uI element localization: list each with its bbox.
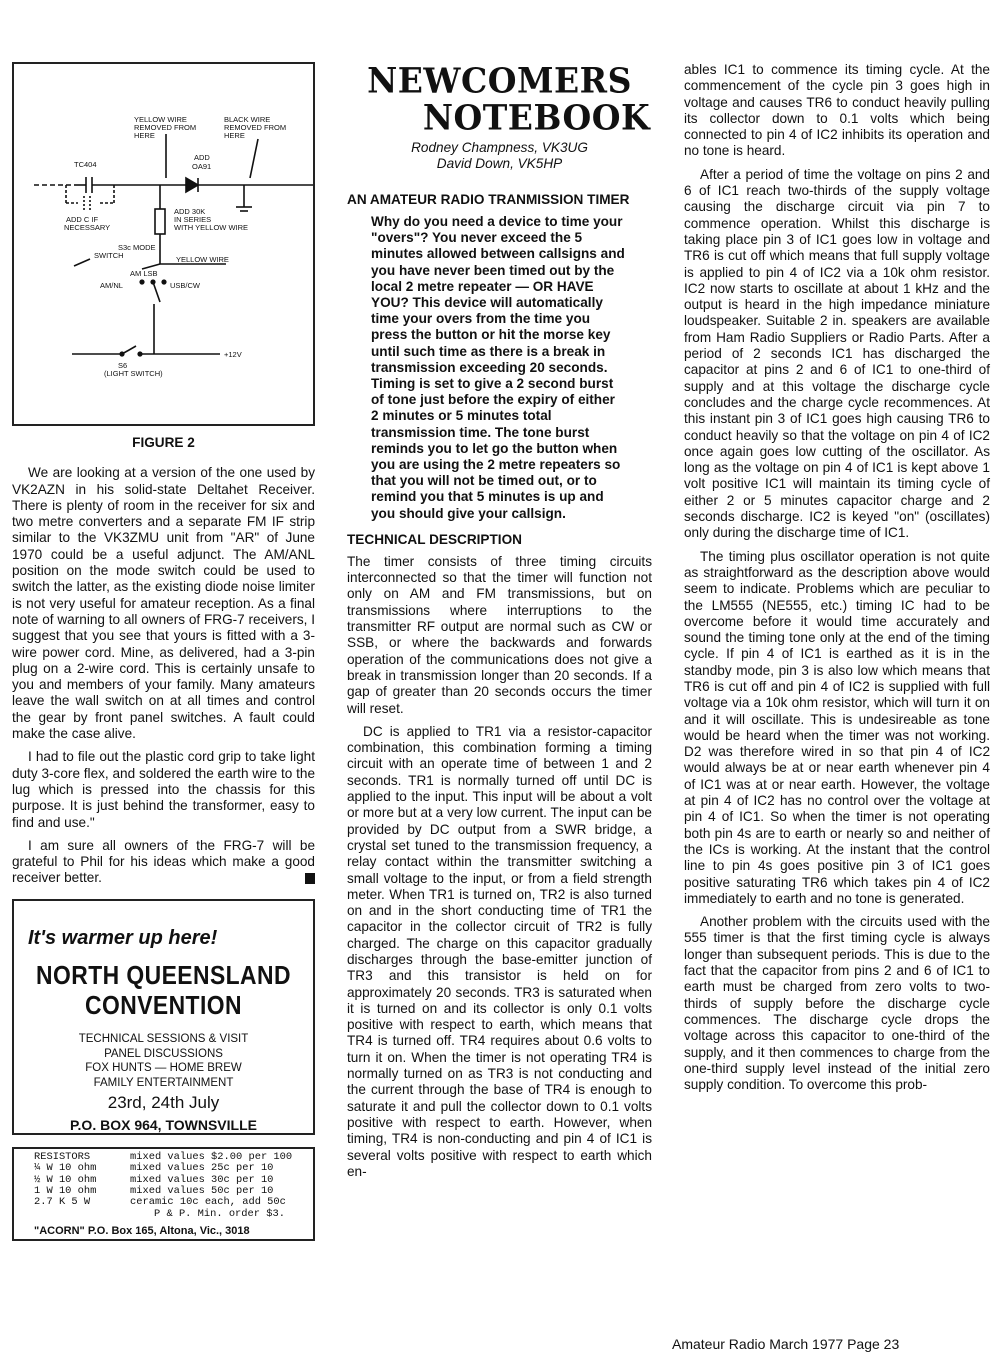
paragraph: The timing plus oscillator operation is not quite as straightforward as the description above would seem to indicate. Problems which are peculiar to the LM555 (NE555, etc.) timing IC had to be overcome before it would time accurately and sound the timing tone only at the end of the timing cycle. If pin 4 of IC1 is earthed as it is in the standby mode, pin 3 is also low which means that TR6 is cut off and pin 4 of IC2 is supplied with full voltage via a 10k ohm resistor, which will turn it on and it will oscillate. This is undesireable as tone would be heard when the timer was not working. D2 was therefore wired in so that pin 4 of IC2 would always be at or near earth whenever pin 4 of IC1 was at or near earth. However, the voltage at pin 4 of IC2 has no control over the voltage at pin 4 of IC1. So when the timer is not operating both pin 4s are to earth or nearly so and neither of the ICs is working. At the instant that the control line to pin 4s goes positive pin 3 of IC1 goes positive saturating TR6 which takes pin 4 of IC2 immediately to earth and no tone is generated. (684, 548, 990, 906)
label-yellow-wire: YELLOW WIRE (176, 255, 229, 264)
ad-line: FAMILY ENTERTAINMENT (93, 1076, 234, 1089)
article-abstract: Why do you need a device to time your "overs"? You never exceed the 5 minutes allowed between callsigns and you have never been timed out by the local 2 metre repeater — OR HAVE YOU? This device will automatically time your overs from the time you press the button or hit the morse key until such time as there is a break in transmission exceeding 20 seconds. Timing is set to give a 2 second burst of tone just before the expiry of either 2 minutes or 5 minutes total transmission time. The tone burst reminds you to let go the button when you are using the 2 metre repeaters so that you will not be timed out, or to remind you that 5 minutes is up and you should give your callsign. (371, 214, 625, 521)
paragraph-text: I am sure all owners of the FRG-7 will be grateful to Phil for his ideas which make a good receiver better. (12, 837, 315, 886)
ad-cell (34, 1209, 154, 1220)
label-s6: S6 (LIGHT SWITCH) (104, 361, 163, 378)
ad-cell: ½ W 10 ohm (34, 1173, 97, 1186)
masthead (347, 62, 652, 136)
article-heading: AN AMATEUR RADIO TRANMISSION TIMER (347, 192, 630, 207)
ad-cell: ¼ W 10 ohm (34, 1162, 97, 1175)
label-12v: +12V (224, 350, 242, 359)
left-column (12, 60, 315, 1241)
ad-line: PANEL DISCUSSIONS (104, 1047, 223, 1060)
ad-cell: P & P. Min. order $3. (154, 1207, 285, 1220)
label-am-nl: AM/NL (100, 281, 123, 290)
authors (347, 140, 652, 172)
ad-title-line-2: CONVENTION (85, 990, 242, 1021)
acorn-ad (12, 1147, 315, 1241)
ad-cell: 2.7 K 5 W (34, 1196, 91, 1209)
figure-2-schematic (12, 62, 315, 426)
ad-line: TECHNICAL SESSIONS & VISIT (78, 1033, 249, 1046)
ad-cell: ceramic 10c each, add 50c (130, 1196, 286, 1209)
label-yellow-wire-removed: YELLOW WIRE REMOVED FROM HERE (134, 115, 197, 140)
figure-caption: FIGURE 2 (132, 435, 195, 450)
ad-cell: 1 W 10 ohm (34, 1184, 97, 1197)
ad-cell: mixed values 25c per 10 (130, 1162, 274, 1175)
label-add-c-if: ADD C IF NECESSARY (64, 215, 111, 232)
masthead-line-1: NEWCOMERS (367, 60, 632, 102)
label-usb-cw: USB/CW (170, 281, 200, 290)
ad-title (32, 960, 295, 1020)
paragraph: ables IC1 to commence its timing cycle. At the commencement of the cycle pin 3 goes high in voltage and causes TR6 to conduct heavily pulling its collector down to 0.1 volts which being connected to pin 4 of IC2 inhibits its operation and no tone is heard. (684, 62, 990, 159)
paragraph: After a period of time the voltage on pins 2 and 6 of IC1 reach two-thirds of the supply voltage causing the discharge circuit via pin 7 to commence operation. Whilst this discharge is taking place pin 3 of IC1 goes low in voltage and TR6 is cut off which means that full supply voltage is applied to pin 4 of IC2 via a 10k ohm resistor. IC2 now starts to oscillate at about 1 kHz and the output is heard in the high impedance miniature loudspeaker. Suitable 2 in. speakers are available from Ham Radio Suppliers or Radio Parts. After a period of 2 seconds IC1 has discharged the capacitor at pins 2 and 6 of IC1 to one-third of supply and at this voltage the discharge cycle concludes and the charge cycle recommences. At this instant pin 3 of IC1 goes high causing TR6 to conduct heavily so that the voltage on pin 4 of IC2 once again goes low cutting of the oscillator. As long as the voltage on pin 4 of IC1 is kept above 1 volt positive IC1 will maintain its timing cycle of either 2 or 5 minutes capacitor charge and 2 seconds discharge. IC2 is keyed "on" (oscillates) only during the discharge time of IC1. (684, 166, 990, 541)
ad-line: FOX HUNTS — HOME BREW (85, 1062, 242, 1075)
section-heading: TECHNICAL DESCRIPTION (347, 531, 522, 547)
ad-title-line-1: NORTH QUEENSLAND (36, 960, 291, 991)
ad-cell: mixed values $2.00 per 100 (130, 1150, 293, 1163)
author: David Down, VK5HP (436, 156, 563, 171)
end-mark (305, 873, 315, 884)
ad-acorn-address: "ACORN" P.O. Box 165, Altona, Vic., 3018 (34, 1225, 250, 1238)
masthead-line-2: NOTEBOOK (422, 96, 651, 138)
circuit-diagram (14, 64, 313, 420)
ad-cell: mixed values 30c per 10 (130, 1173, 274, 1186)
paragraph: DC is applied to TR1 via a resistor-capacitor combination, this combination forming a timing circuit with an operate time of between 1 and 2 seconds. TR1 is normally turned off until DC is applied to the input. This input will be about a volt or more but at a very low current. The input can be provided by DC output from a SWR bridge, a crystal set tuned to the transmission frequency, a relay contact within the transmitter switching a small voltage to the input, or from a field strength meter. When TR1 is turned on, TR2 is also turned on and in the short conducting time of TR1 the capacitor in the collector circuit of TR2 is fully charged. The charge on this capacitor gradually discharges through the base-emitter junction of TR3 and this transistor is held on for approximately 20 seconds. TR3 is saturated when it is turned on and its collector is only 0.1 volts positive with respect to earth, which means that TR4 is turned off. TR4 requires about 0.6 volts to turn it on. When the timer is not operating TR4 is normally turned on as TR3 is not conducting and the current through the base of TR4 is enough to saturate it and pull the collector down to 0.1 volts positive with respect to earth. However, when timing, TR4 is non-conducting and pin 4 of IC1 is several volts positive with respect to earth which en- (347, 723, 652, 1179)
ad-tagline: It's warmer up here! (28, 926, 218, 949)
paragraph (12, 838, 315, 887)
ad-address: P.O. BOX 964, TOWNSVILLE (70, 1117, 257, 1134)
ad-date: 23rd, 24th July (107, 1093, 220, 1113)
label-tc404: TC404 (74, 160, 97, 169)
label-add-oa91: ADD OA91 (192, 153, 212, 171)
convention-ad (12, 899, 315, 1135)
ad-row (34, 1209, 307, 1220)
ad-row (34, 1163, 307, 1174)
label-am-lsb: AM LSB (130, 269, 158, 278)
right-column (684, 62, 990, 1100)
middle-column (347, 62, 652, 1187)
label-s3c: S3c MODE SWITCH (94, 243, 156, 260)
page-footer: Amateur Radio March 1977 Page 23 (672, 1336, 900, 1352)
paragraph: The timer consists of three timing circuits interconnected so that the timer will function not only on AM and FM transmissions, but on transmissions where interruptions to the transmitter RF output are normal such as CW or SSB, or where the backwards and forwards operation of the communications does not give a break in transmission longer than 20 seconds. If a gap of greater than 20 seconds occurs the timer will reset. (347, 553, 652, 716)
paragraph: I had to file out the plastic cord grip to take light duty 3-core flex, and soldered the earth wire to the lug which is pressed into the chassis for this purpose. It is just behind the transformer, easy to find and use." (12, 749, 316, 830)
paragraph: Another problem with the circuits used with the 555 timer is that the first timing cycle is always longer than subsequent periods. This is due to the fact that the capacitor from pins 2 and 6 of IC1 to earth must be charged from zero volts to two-thirds of supply before the discharge cycle commences. The discharge cycle drops the voltage across this capacitor to one-third of the supply, and it then commences to charge from the one-third supply level instead of the initial zero supply condition. To overcome this prob- (684, 914, 990, 1093)
label-black-wire-removed: BLACK WIRE REMOVED FROM HERE (224, 115, 287, 140)
label-add-30k: ADD 30K IN SERIES WITH YELLOW WIRE (174, 207, 249, 232)
ad-cell: mixed values 50c per 10 (130, 1184, 274, 1197)
ad-lines (14, 1032, 313, 1090)
author: Rodney Champness, VK3UG (411, 140, 588, 155)
ad-cell: RESISTORS (34, 1150, 91, 1163)
paragraph: We are looking at a version of the one used by VK2AZN in his solid-state Deltahet Receiver. There is plenty of room in the receiver for six and two metre converters and a separate FM IF strip similar to the VK3ZMU unit from "AR" of June 1970 could be a useful adjunct. The AM/ANL position on the mode switch could be used to switch the latter, as the existing diode noise limiter is not very useful for amateur reception. As a final note of warning to all owners of FRG-7 receivers, I suggest that you see that yours is fitted with a 3-wire power cord. Mine, as delivered, had a 3-pin plug on a 2-wire cord. This is certainly unsafe to you and members of your family. Many amateurs leave the wall switch on at all times and control the gear by front panel switches. A fault could make the case alive. (12, 465, 315, 742)
